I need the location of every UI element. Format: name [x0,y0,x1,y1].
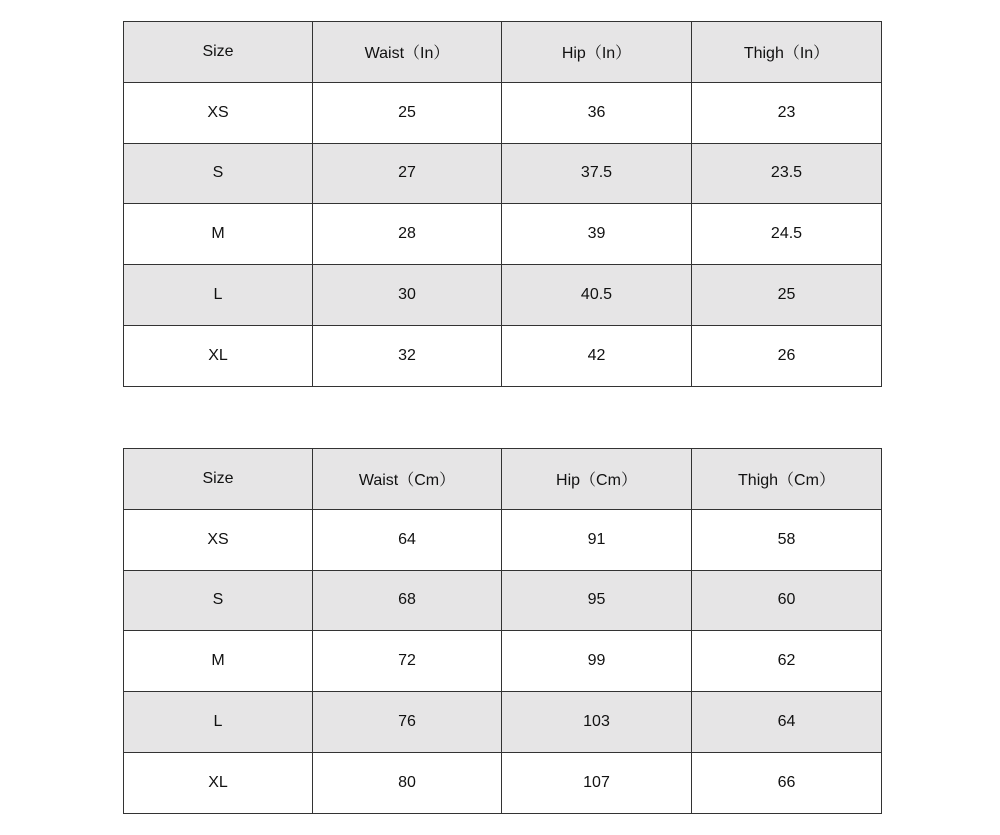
cell-size: L [124,265,313,326]
cell-hip: 107 [502,752,692,813]
table-row [124,570,882,631]
header-size: Size [124,22,313,83]
header-thigh: Thigh（In） [692,22,882,83]
cell-waist: 27 [313,143,502,204]
cell-size: S [124,570,313,631]
cell-thigh: 64 [692,692,882,753]
cell-size: XS [124,82,313,143]
header-hip: Hip（In） [502,22,692,83]
table-row [124,265,882,326]
header-thigh: Thigh（Cm） [692,449,882,510]
cell-thigh: 24.5 [692,204,882,265]
cell-waist: 32 [313,325,502,386]
table-row [124,204,882,265]
cell-hip: 103 [502,692,692,753]
table-row [124,82,882,143]
cell-thigh: 26 [692,325,882,386]
table-header-row [124,449,882,510]
cell-thigh: 66 [692,752,882,813]
cell-waist: 80 [313,752,502,813]
cell-hip: 37.5 [502,143,692,204]
cell-size: XL [124,325,313,386]
cell-hip: 99 [502,631,692,692]
cell-size: M [124,631,313,692]
header-waist: Waist（Cm） [313,449,502,510]
cell-waist: 25 [313,82,502,143]
cell-size: L [124,692,313,753]
cell-waist: 68 [313,570,502,631]
cell-hip: 42 [502,325,692,386]
cell-size: XL [124,752,313,813]
table-row [124,325,882,386]
size-chart-cm-table [123,448,882,814]
header-size: Size [124,449,313,510]
cell-hip: 91 [502,509,692,570]
cell-thigh: 23.5 [692,143,882,204]
cell-thigh: 25 [692,265,882,326]
cell-thigh: 23 [692,82,882,143]
table-header-row [124,22,882,83]
cell-size: XS [124,509,313,570]
cell-waist: 30 [313,265,502,326]
header-waist: Waist（In） [313,22,502,83]
cell-waist: 28 [313,204,502,265]
table-row [124,752,882,813]
cell-hip: 95 [502,570,692,631]
cell-waist: 72 [313,631,502,692]
table-row [124,631,882,692]
table-row [124,509,882,570]
size-chart-inches-table [123,21,882,387]
cell-waist: 76 [313,692,502,753]
cell-hip: 36 [502,82,692,143]
cell-thigh: 62 [692,631,882,692]
header-hip: Hip（Cm） [502,449,692,510]
cell-hip: 39 [502,204,692,265]
table-row [124,143,882,204]
cell-thigh: 58 [692,509,882,570]
table-row [124,692,882,753]
cell-size: S [124,143,313,204]
cell-size: M [124,204,313,265]
cell-thigh: 60 [692,570,882,631]
cell-waist: 64 [313,509,502,570]
cell-hip: 40.5 [502,265,692,326]
